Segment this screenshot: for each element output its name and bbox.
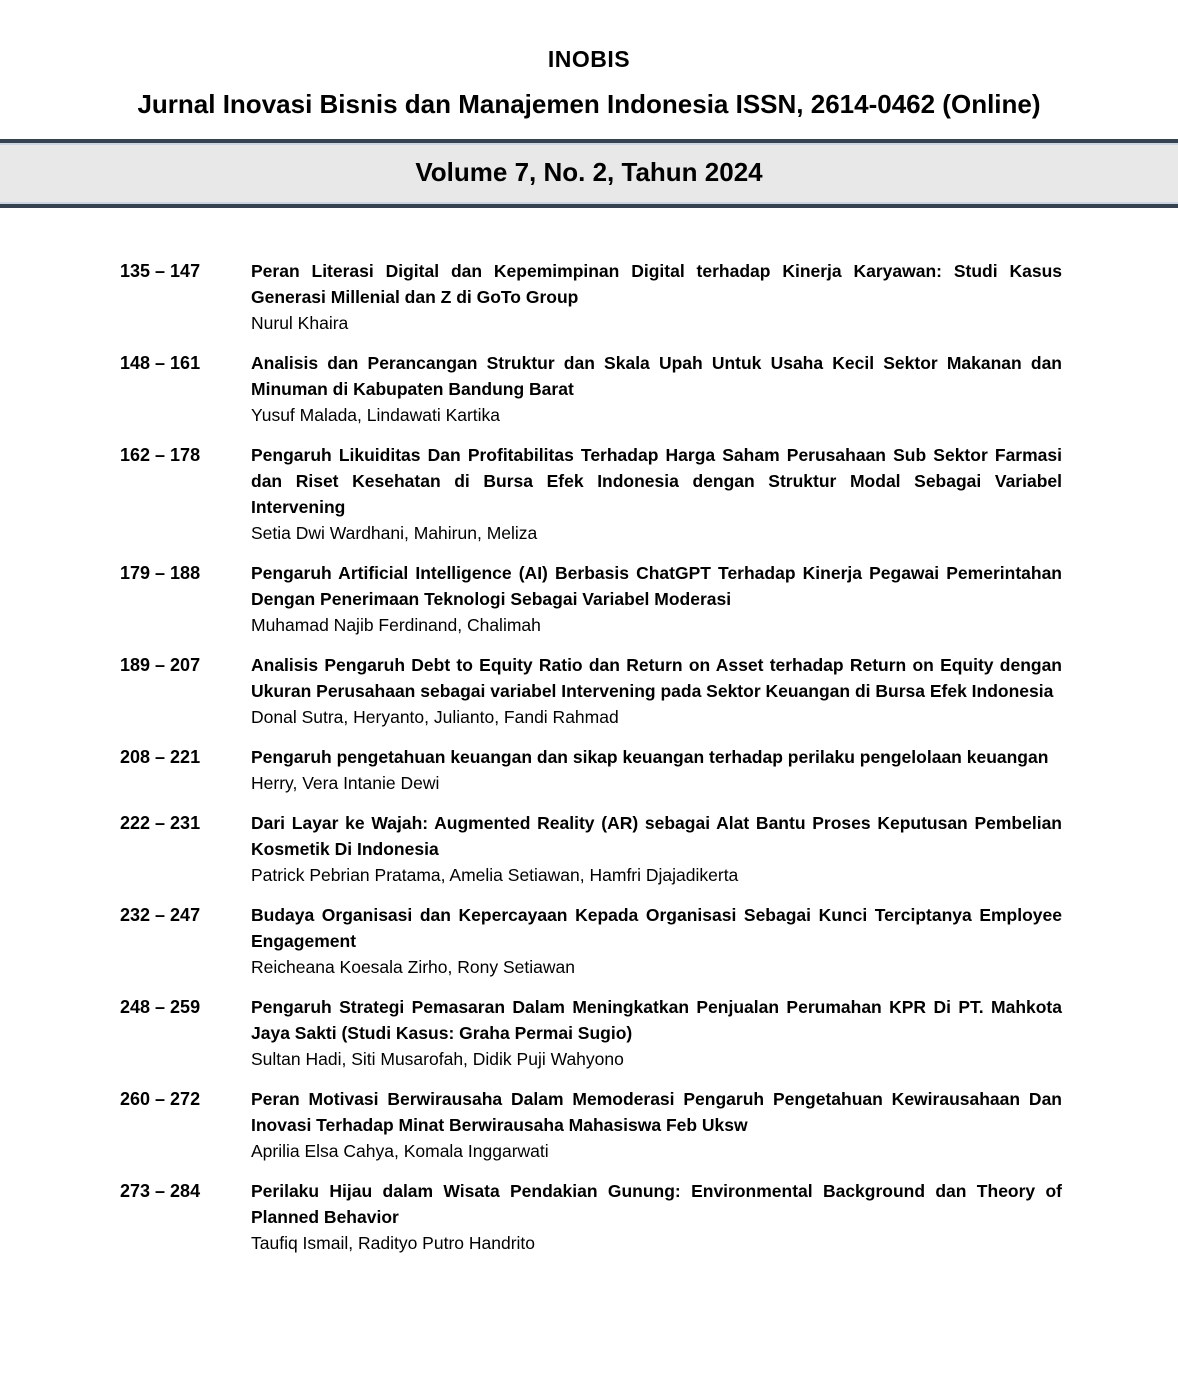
article-title: Pengaruh Likuiditas Dan Profitabilitas Terhadap Harga Saham Perusahaan Sub Sektor Farmasi dan Riset Kesehatan di Bursa Efek Indonesia dengan Struktur Modal Sebagai Variabel Intervening bbox=[251, 445, 1062, 517]
page-range: 260 – 272 bbox=[120, 1089, 201, 1109]
article-authors: Reicheana Koesala Zirho, Rony Setiawan bbox=[251, 957, 575, 977]
article-authors: Nurul Khaira bbox=[251, 313, 349, 333]
toc-entry bbox=[120, 902, 1062, 980]
page-range: 148 – 161 bbox=[120, 353, 201, 373]
toc-entry-body bbox=[251, 1178, 1062, 1256]
toc-entry bbox=[120, 652, 1062, 730]
article-authors: Muhamad Najib Ferdinand, Chalimah bbox=[251, 615, 541, 635]
toc-entry-body bbox=[251, 560, 1062, 638]
toc-entry bbox=[120, 1178, 1062, 1256]
toc-entry bbox=[120, 442, 1062, 546]
page-range: 179 – 188 bbox=[120, 563, 201, 583]
table-of-contents bbox=[120, 258, 1062, 1256]
toc-entry-body bbox=[251, 442, 1062, 546]
article-authors: Patrick Pebrian Pratama, Amelia Setiawan, Hamfri Djajadikerta bbox=[251, 865, 739, 885]
page-range: 222 – 231 bbox=[120, 813, 201, 833]
page-range: 273 – 284 bbox=[120, 1181, 201, 1201]
article-authors: Aprilia Elsa Cahya, Komala Inggarwati bbox=[251, 1141, 549, 1161]
journal-name: INOBIS bbox=[547, 46, 631, 72]
article-authors: Herry, Vera Intanie Dewi bbox=[251, 773, 440, 793]
toc-entry-body bbox=[251, 1086, 1062, 1164]
page-range: 232 – 247 bbox=[120, 905, 201, 925]
article-title: Analisis Pengaruh Debt to Equity Ratio dan Return on Asset terhadap Return on Equity dengan Ukuran Perusahaan sebagai variabel Intervening pada Sektor Keuangan di Bursa Efek Indonesia bbox=[251, 655, 1062, 701]
toc-entry-body bbox=[251, 350, 1062, 428]
article-title: Peran Motivasi Berwirausaha Dalam Memoderasi Pengaruh Pengetahuan Kewirausahaan Dan Inovasi Terhadap Minat Berwirausaha Mahasiswa Feb Uksw bbox=[251, 1089, 1062, 1135]
article-title: Pengaruh Artificial Intelligence (AI) Berbasis ChatGPT Terhadap Kinerja Pegawai Pemerintahan Dengan Penerimaan Teknologi Sebagai Variabel Moderasi bbox=[251, 563, 1062, 609]
article-title: Perilaku Hijau dalam Wisata Pendakian Gunung: Environmental Background dan Theory of Planned Behavior bbox=[251, 1181, 1062, 1227]
page-range: 162 – 178 bbox=[120, 445, 201, 465]
toc-entry-body bbox=[251, 810, 1062, 888]
article-authors: Yusuf Malada, Lindawati Kartika bbox=[251, 405, 501, 425]
toc-entry-body bbox=[251, 744, 1062, 796]
article-authors: Taufiq Ismail, Radityo Putro Handrito bbox=[251, 1233, 536, 1253]
toc-entry-body bbox=[251, 258, 1062, 336]
toc-entry-body bbox=[251, 902, 1062, 980]
article-authors: Sultan Hadi, Siti Musarofah, Didik Puji Wahyono bbox=[251, 1049, 624, 1069]
toc-entry bbox=[120, 1086, 1062, 1164]
journal-subtitle: Jurnal Inovasi Bisnis dan Manajemen Indonesia ISSN, 2614-0462 (Online) bbox=[137, 89, 1041, 119]
toc-entry-body bbox=[251, 994, 1062, 1072]
journal-header bbox=[0, 0, 1178, 120]
volume-label: Volume 7, No. 2, Tahun 2024 bbox=[415, 157, 763, 187]
toc-entry-body bbox=[251, 652, 1062, 730]
toc-entry bbox=[120, 994, 1062, 1072]
page-range: 208 – 221 bbox=[120, 747, 201, 767]
toc-entry bbox=[120, 810, 1062, 888]
article-authors: Setia Dwi Wardhani, Mahirun, Meliza bbox=[251, 523, 538, 543]
article-title: Peran Literasi Digital dan Kepemimpinan Digital terhadap Kinerja Karyawan: Studi Kasus Generasi Millenial dan Z di GoTo Group bbox=[251, 261, 1062, 307]
article-title: Budaya Organisasi dan Kepercayaan Kepada Organisasi Sebagai Kunci Terciptanya Employee Engagement bbox=[251, 905, 1062, 951]
article-title: Pengaruh pengetahuan keuangan dan sikap keuangan terhadap perilaku pengelolaan keuangan bbox=[251, 747, 1049, 767]
article-authors: Donal Sutra, Heryanto, Julianto, Fandi Rahmad bbox=[251, 707, 619, 727]
page-range: 189 – 207 bbox=[120, 655, 201, 675]
toc-entry bbox=[120, 258, 1062, 336]
page-range: 135 – 147 bbox=[120, 261, 201, 281]
article-title: Pengaruh Strategi Pemasaran Dalam Meningkatkan Penjualan Perumahan KPR Di PT. Mahkota Jaya Sakti (Studi Kasus: Graha Permai Sugio) bbox=[251, 997, 1062, 1043]
page-range: 248 – 259 bbox=[120, 997, 201, 1017]
article-title: Dari Layar ke Wajah: Augmented Reality (AR) sebagai Alat Bantu Proses Keputusan Pembelian Kosmetik Di Indonesia bbox=[251, 813, 1062, 859]
toc-entry bbox=[120, 350, 1062, 428]
toc-entry bbox=[120, 560, 1062, 638]
volume-band bbox=[0, 139, 1178, 208]
article-title: Analisis dan Perancangan Struktur dan Skala Upah Untuk Usaha Kecil Sektor Makanan dan Minuman di Kabupaten Bandung Barat bbox=[251, 353, 1062, 399]
toc-entry bbox=[120, 744, 1062, 796]
